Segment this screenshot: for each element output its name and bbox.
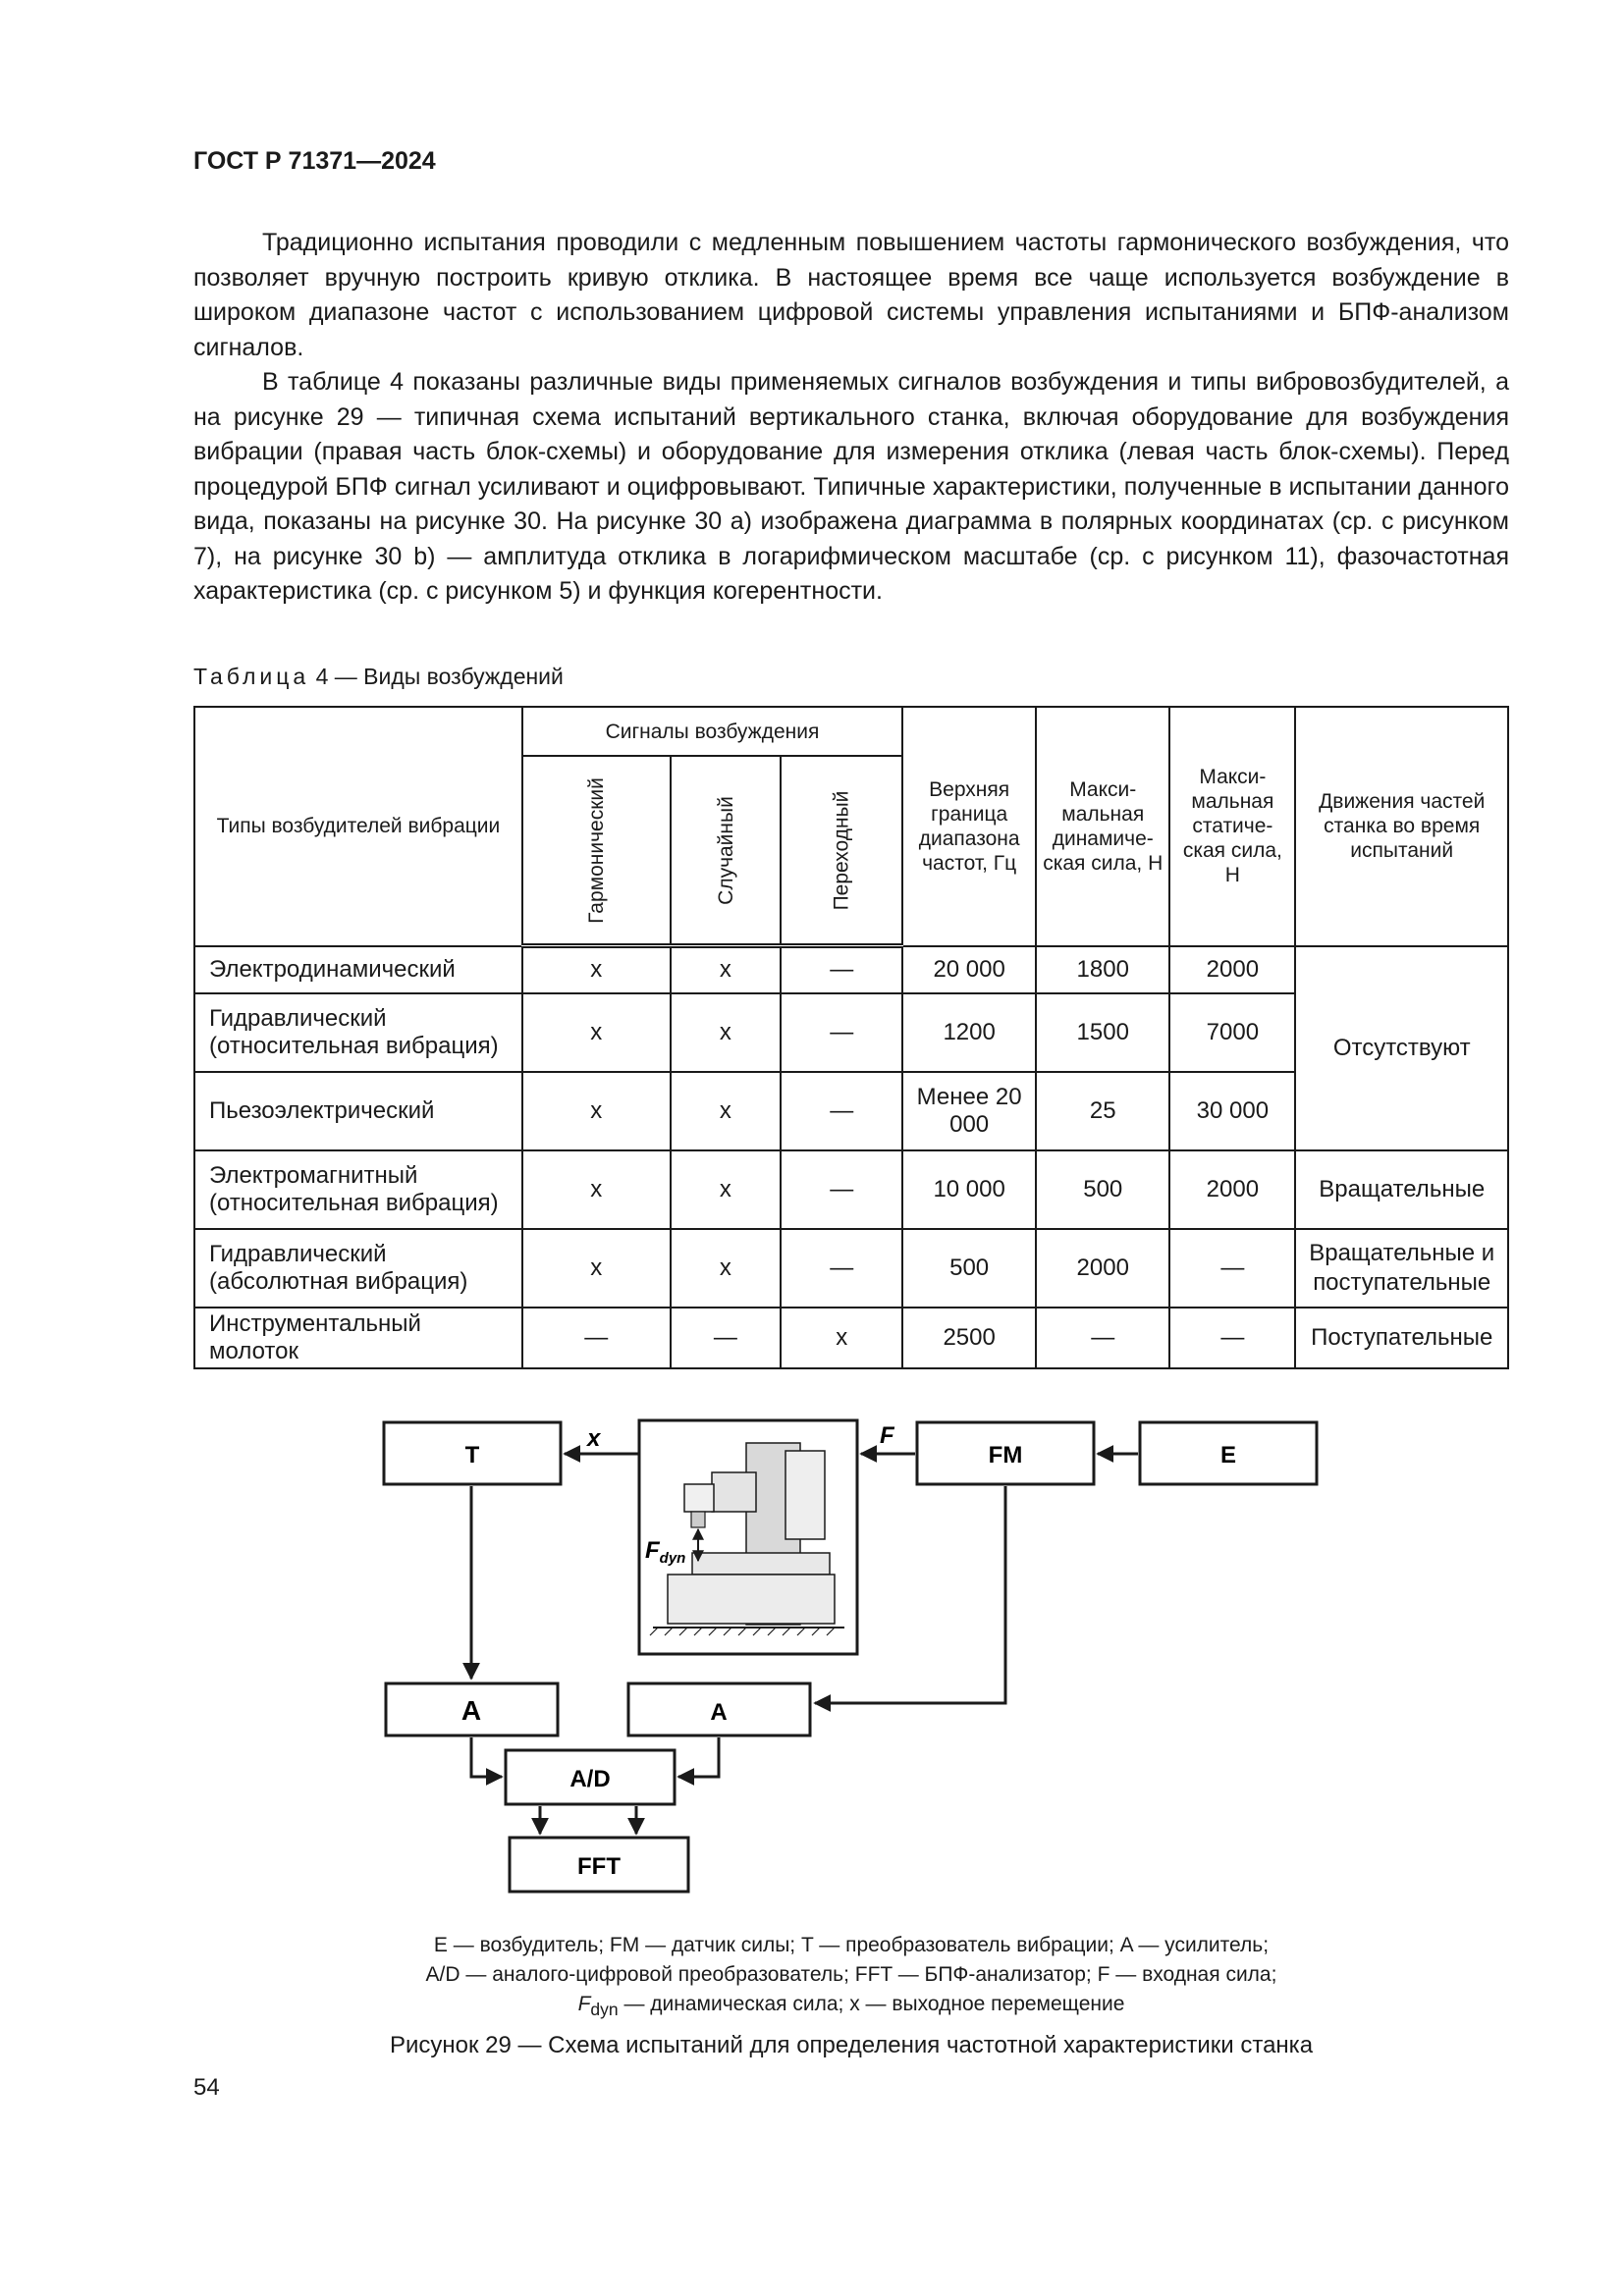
label-fdyn: $F_{dyn}$	[645, 1537, 686, 1567]
svg-text:A/D: A/D	[569, 1766, 611, 1792]
svg-text:FFT: FFT	[577, 1853, 621, 1880]
svg-text:A: A	[460, 1695, 482, 1726]
svg-text:T: T	[464, 1442, 480, 1468]
legend-line-3: $F_{dyn}$ — динамическая сила; x — выходное перемещение	[577, 1993, 1125, 2020]
machine-tool-icon	[639, 1420, 857, 1654]
header-harmonic: Гармонический	[522, 756, 671, 946]
table-row: Электромагнитный (относительная вибрация) x x — 10 000 500 2000 Вращательные	[194, 1150, 1508, 1229]
svg-text:FM: FM	[988, 1442, 1023, 1468]
table-row: Гидравлический (относительная вибрация) x x — 1200 1500 7000	[194, 993, 1508, 1072]
header-freq: Верхняя граница диапазона частот, Гц	[902, 707, 1036, 946]
figure-legend	[193, 1931, 1509, 2024]
header-motion: Движения частей станка во время испытаний	[1295, 707, 1508, 946]
block-amplifier-right	[628, 1683, 810, 1735]
header-stat-force: Макси-мальная статиче-ская сила, Н	[1169, 707, 1295, 946]
legend-line-1: E — возбудитель; FM — датчик силы; T — преобразователь вибрации; A — усилитель;	[433, 1934, 1270, 1956]
page-number: 54	[193, 2074, 220, 2101]
paragraph-2: В таблице 4 показаны различные виды применяемых сигналов возбуждения и типы вибровозбудителей, а на рисунке 29 — типичная схема испытаний вертикального станка, включая оборудование для возбуждения вибрации (правая часть блок-схемы) и оборудование для измерения отклика (левая часть блок-схемы). Перед процедурой БПФ сигнал усиливают и оцифровывают. Типичные характеристики, полученные в испытании данного вида, показаны на рисунке 30. На рисунке 30 a) изображена диаграмма в полярных координатах (ср. с рисунком 7), на рисунке 30 b) — амплитуда отклика в логарифмическом масштабе (ср. с рисунком 11), фазочастотная характеристика (ср. с рисунком 5) и функция когерентности.	[193, 368, 1509, 605]
figure-caption: Рисунок 29 — Схема испытаний для определения частотной характеристики станка	[389, 2032, 1314, 2058]
paragraph-1: Традиционно испытания проводили с медленным повышением частоты гармонического возбуждения, что позволяет вручную построить кривую отклика. В настоящее время все чаще используется возбуждение в широком диапазоне частот с использованием цифровой системы управления испытаниями и БПФ-анализом сигналов.	[193, 229, 1509, 361]
table-caption-rest: 4 — Виды возбуждений	[315, 664, 564, 689]
table-row: Гидравлический (абсолютная вибрация) x x — 500 2000 — Вращательные и поступательные	[194, 1229, 1508, 1308]
svg-text:E: E	[1219, 1442, 1237, 1468]
table-row: Инструментальный молоток — — x 2500 — — Поступательные	[194, 1308, 1508, 1368]
header-signals: Сигналы возбуждения	[522, 707, 902, 756]
label-x: x	[587, 1425, 601, 1452]
table-caption-prefix: Таблица	[193, 664, 310, 689]
legend-line-2: A/D — аналого-цифровой преобразователь; FFT — БПФ-анализатор; F — входная сила;	[425, 1963, 1277, 1986]
header-transient: Переходный	[781, 756, 902, 946]
header-type: Типы возбудителей вибрации	[194, 707, 522, 946]
table-row: Пьезоэлектрический x x — Менее 20 000 25 30 000	[194, 1072, 1508, 1150]
table-row: Электродинамический x x — 20 000 1800 2000 Отсутствуют	[194, 946, 1508, 993]
block-FM	[917, 1422, 1094, 1484]
label-f: F	[880, 1422, 894, 1449]
document-header: ГОСТ Р 71371—2024	[193, 147, 436, 175]
svg-text:A: A	[710, 1699, 728, 1726]
excitation-table	[193, 706, 1509, 1369]
header-random: Случайный	[671, 756, 782, 946]
header-dyn-force: Макси-мальная динамиче-ская сила, Н	[1036, 707, 1169, 946]
test-setup-diagram	[373, 1414, 1335, 1904]
block-ad-converter	[506, 1750, 675, 1804]
block-E	[1140, 1422, 1317, 1484]
block-fft	[510, 1838, 688, 1892]
motion-merged-cell: Отсутствуют	[1295, 946, 1508, 1150]
block-amplifier-left	[386, 1683, 558, 1735]
table-caption	[193, 664, 564, 690]
block-T	[384, 1422, 561, 1484]
